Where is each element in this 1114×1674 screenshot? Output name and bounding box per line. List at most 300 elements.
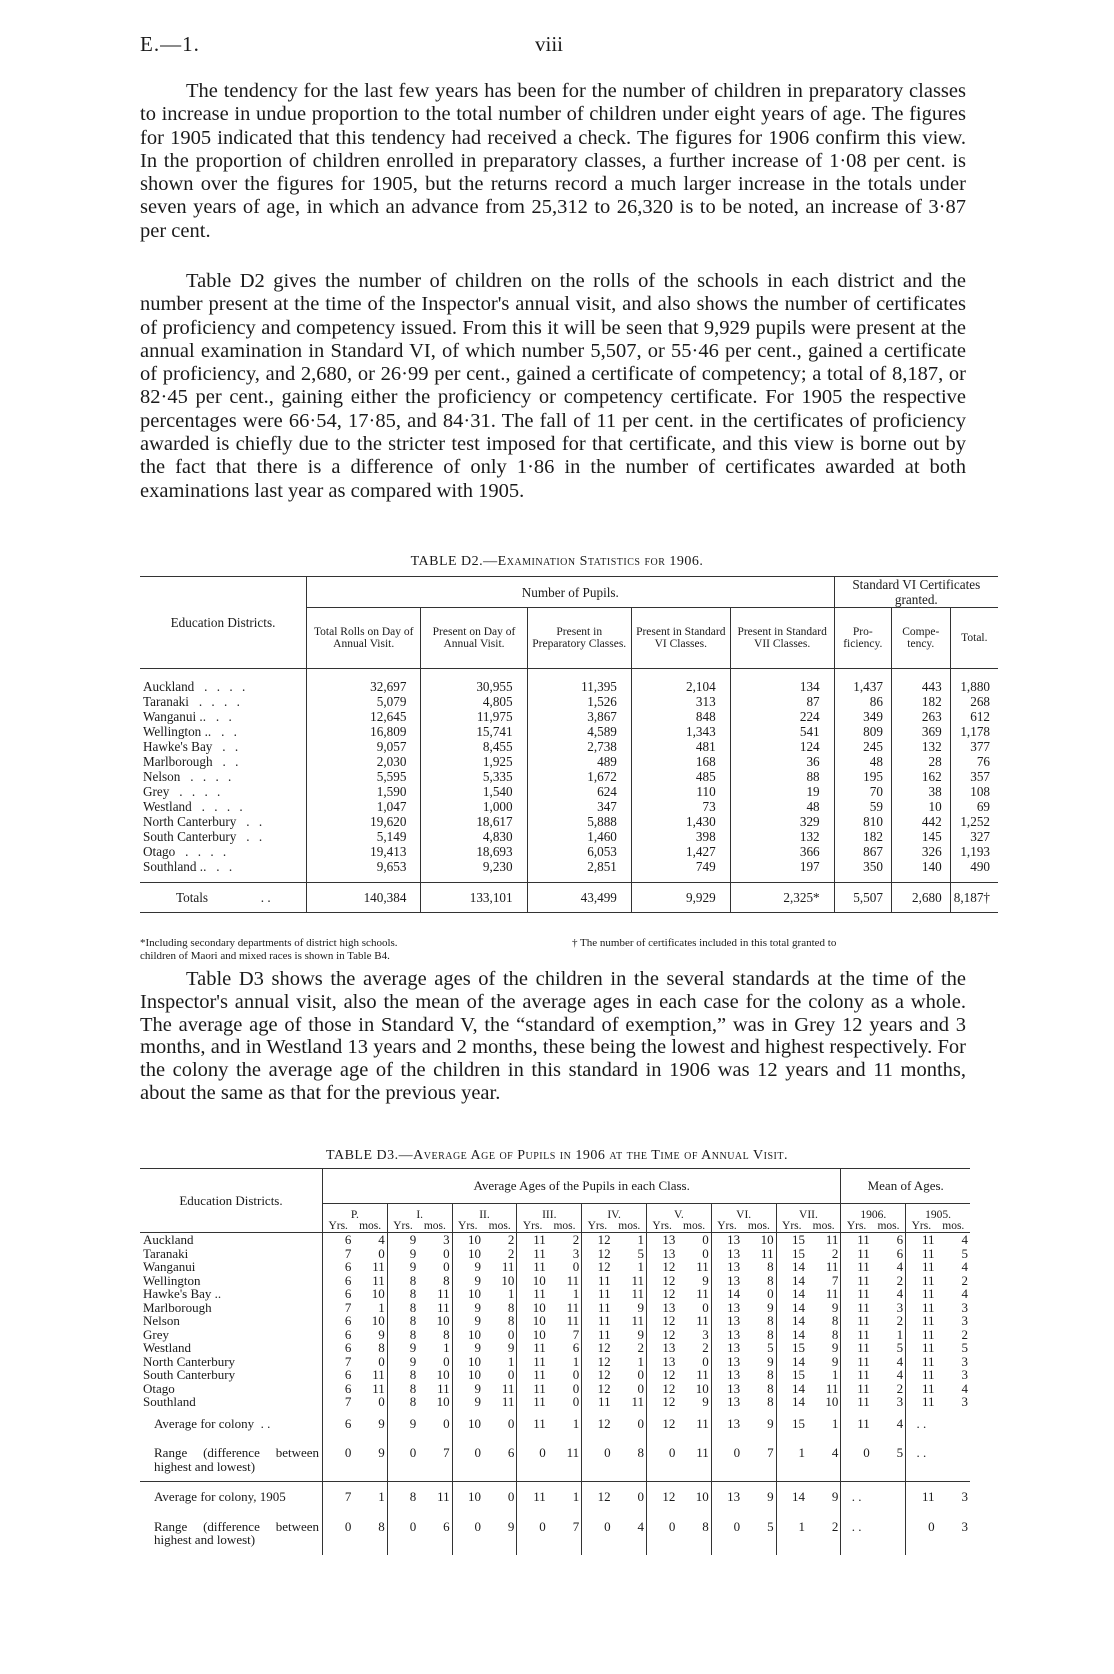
d3-cell: 10 — [452, 1328, 483, 1342]
d3-cell: 12 — [646, 1382, 677, 1396]
d3-cell: 8 — [387, 1368, 418, 1382]
d3-summary-cell: 13 — [711, 1409, 742, 1439]
d2-cell: 110 — [631, 784, 730, 799]
d3-cell: 4 — [896, 1367, 904, 1382]
d3-summary-text: Average for colony, 1905 — [154, 1489, 286, 1504]
d3-cell: 6 — [323, 1314, 354, 1328]
d2-cell: 15,741 — [421, 724, 527, 739]
d3-summary-cell: 3 — [961, 1518, 968, 1534]
d3-cell: 8 — [387, 1328, 418, 1342]
d3-cell: 11 — [566, 1299, 580, 1315]
d3-cell: 11 — [841, 1287, 872, 1301]
d3-summary-cell: 6 — [323, 1409, 354, 1439]
d2-cell: 1,460 — [527, 829, 631, 844]
d2-district-label: Otago — [143, 844, 176, 859]
d2-row-leader: . . — [246, 814, 266, 829]
d3-cell: 11 — [825, 1380, 839, 1396]
d2-cell: 357 — [950, 769, 998, 784]
d3-cell: 2 — [572, 1232, 580, 1247]
d3-cell: 10 — [825, 1394, 839, 1409]
paragraph-3: Table D3 shows the average ages of the children in the several standards at the time of the Inspector's annual visit, also the mean of the average ages in each case for the colony as a whole. The average age of those in Standard V, the “standard of exemption,” was in Grey 12 years and 3 months, and in Westland 13 years and 2 months, these being the lowest and highest respectively. For the colony the average age of the children in this standard in 1906 was 12 years and 11 months, about the same as that for the previous year. — [140, 968, 966, 1104]
d3-summary-cell: 4 — [896, 1415, 904, 1431]
d3-cell: 11 — [582, 1274, 613, 1288]
d2-district-label: Westland — [143, 799, 192, 814]
d3-cell: 15 — [776, 1247, 807, 1261]
d3-summary-cell: . . — [906, 1409, 937, 1439]
d3-summary-cell: 11 — [418, 1482, 452, 1512]
d3-district-name: Wanganui — [143, 1259, 196, 1274]
d3-cell: 10 — [436, 1367, 450, 1382]
d3-cell: 3 — [961, 1313, 968, 1328]
d2-total-cell: 2,680 — [891, 883, 950, 913]
d2-cell: 36 — [730, 754, 834, 769]
d3-summary-text: Range (difference between highest and lowest) — [154, 1445, 319, 1474]
d3-cell: 11 — [372, 1272, 385, 1288]
d3-summary-leader: . . — [260, 1415, 271, 1431]
d2-cell: 4,589 — [527, 724, 631, 739]
d3-cell: 11 — [631, 1286, 644, 1301]
d3-summary-cell: 0 — [517, 1438, 548, 1482]
d3-cell: 12 — [646, 1260, 677, 1274]
d3-cell: 13 — [711, 1260, 742, 1274]
d3-summary-cell: 8 — [637, 1445, 644, 1460]
d3-cell: 11 — [696, 1367, 709, 1382]
d3-cell: 5 — [767, 1340, 774, 1355]
d3-cell: 9 — [452, 1301, 483, 1315]
d3-summary-cell: 9 — [507, 1518, 515, 1534]
d3-cell: 14 — [776, 1260, 807, 1274]
d3-summary-cell: 7 — [443, 1445, 450, 1460]
d3-cell: 10 — [436, 1394, 450, 1409]
d2-row — [140, 784, 998, 799]
d2-cell: 366 — [730, 844, 834, 859]
d3-cell: 13 — [711, 1247, 742, 1261]
d2-cell: 1,343 — [631, 724, 730, 739]
group-mean-of-ages: Mean of Ages. — [841, 1169, 970, 1204]
d2-cell: 481 — [631, 739, 730, 754]
d3-months-unit: mos. — [812, 1220, 835, 1232]
d3-summary-cell: 0 — [711, 1438, 742, 1482]
d3-cell: 1 — [507, 1286, 515, 1301]
d3-row — [140, 1233, 970, 1247]
d2-cell: 145 — [891, 829, 950, 844]
d2-district-name — [140, 709, 307, 724]
d2-row-leader: . . — [222, 754, 242, 769]
d3-summary-cell: 10 — [452, 1409, 483, 1439]
d2-cell: 1,437 — [834, 679, 891, 694]
d3-cell: 4 — [961, 1232, 968, 1247]
d2-totals-text: Totals — [176, 890, 209, 905]
d3-summary-cell: 12 — [582, 1409, 613, 1439]
d3-summary-cell: 0 — [613, 1482, 647, 1512]
d3-cell: 2 — [637, 1340, 644, 1355]
d3-cell: 5 — [961, 1245, 968, 1261]
d3-summary-label — [140, 1438, 323, 1482]
d3-summary-cell: 11 — [517, 1409, 548, 1439]
d3-summary-cell: 0 — [841, 1438, 872, 1482]
d3-cell: 11 — [841, 1355, 872, 1369]
d3-class-header: 1905. — [906, 1204, 970, 1222]
d3-summary-cell: 11 — [517, 1482, 548, 1512]
d2-cell: 349 — [834, 709, 891, 724]
d2-cell: 108 — [950, 784, 998, 799]
d2-row-leader: . . — [221, 724, 240, 739]
d3-cell: 4 — [896, 1286, 904, 1301]
d3-months-unit: mos. — [747, 1220, 770, 1232]
d3-cell: 9 — [507, 1340, 515, 1355]
d3-summary-cell: 0 — [323, 1512, 354, 1555]
d3-cell: 11 — [582, 1395, 613, 1409]
d2-district-name — [140, 859, 307, 874]
d3-cell: 0 — [443, 1353, 450, 1369]
d3-class-header: IV. — [582, 1204, 647, 1222]
d3-row — [140, 1247, 970, 1261]
d3-cell: 15 — [776, 1341, 807, 1355]
d3-class-header: III. — [517, 1204, 582, 1222]
d3-cell: 11 — [372, 1259, 385, 1274]
d3-summary-cell: 0 — [507, 1415, 515, 1431]
d3-cell: 11 — [841, 1341, 872, 1355]
d2-district-name — [140, 754, 307, 769]
d2-cell: 1,000 — [421, 799, 527, 814]
d3-cell: 11 — [372, 1380, 385, 1396]
d3-cell: 11 — [906, 1341, 937, 1355]
d3-years-unit: Yrs. — [387, 1221, 418, 1233]
d3-cell: 13 — [711, 1233, 742, 1247]
d2-total-cell: 140,384 — [307, 883, 421, 913]
d3-summary-cell: 0 — [452, 1512, 483, 1555]
d3-cell: 13 — [646, 1301, 677, 1315]
d3-cell: 12 — [582, 1247, 613, 1261]
d3-cell: 13 — [711, 1341, 742, 1355]
d3-cell: 14 — [711, 1287, 742, 1301]
d3-cell: 4 — [961, 1380, 968, 1396]
d3-class-header: II. — [452, 1204, 517, 1222]
d2-cell: 1,925 — [421, 754, 527, 769]
d3-cell: 8 — [443, 1326, 450, 1342]
d3-summary-cell: 11 — [566, 1445, 580, 1460]
table-d3-caption-title: Average Age of Pupils in 1906 at the Time of Annual Visit. — [413, 1148, 788, 1163]
d2-col-header: Present on Day of Annual Visit. — [421, 608, 527, 669]
d3-cell: 11 — [841, 1382, 872, 1396]
d2-cell: 1,252 — [950, 814, 998, 829]
d3-cell: 12 — [582, 1355, 613, 1369]
d3-cell: 11 — [696, 1313, 709, 1328]
d3-cell: 6 — [323, 1260, 354, 1274]
d2-cell: 1,193 — [950, 844, 998, 859]
d3-cell: 5 — [896, 1340, 904, 1355]
d3-cell: 9 — [831, 1353, 839, 1369]
d2-district-name — [140, 739, 307, 754]
d2-cell: 16,809 — [307, 724, 421, 739]
d2-cell: 11,975 — [421, 709, 527, 724]
d2-cell: 134 — [730, 679, 834, 694]
d2-cell: 18,693 — [421, 844, 527, 859]
d3-row — [140, 1355, 970, 1369]
d3-summary-cell: 11 — [906, 1482, 937, 1512]
d3-summary-cell: 2 — [831, 1518, 839, 1534]
d2-district-name — [140, 799, 307, 814]
d2-col-header: Pro- ficiency. — [834, 608, 891, 669]
d3-cell: 11 — [582, 1301, 613, 1315]
d2-cell: 1,590 — [307, 784, 421, 799]
d3-summary-cell — [872, 1512, 906, 1555]
d3-cell: 9 — [387, 1233, 418, 1247]
d3-summary-label — [140, 1409, 323, 1439]
d3-cell: 4 — [896, 1353, 904, 1369]
d2-cell: 541 — [730, 724, 834, 739]
d2-col-header: Present in Preparatory Classes. — [527, 608, 631, 669]
d3-cell: 10 — [695, 1380, 709, 1396]
d3-summary-cell: 0 — [387, 1512, 418, 1555]
d3-summary-cell: 14 — [776, 1482, 807, 1512]
d3-cell: 8 — [831, 1313, 839, 1328]
d3-cell: 0 — [637, 1380, 644, 1396]
d2-row — [140, 829, 998, 844]
d3-cell: 8 — [767, 1367, 774, 1382]
d3-cell: 12 — [646, 1395, 677, 1409]
d3-cell: 12 — [582, 1368, 613, 1382]
d2-district-label: South Canterbury — [143, 829, 237, 844]
d3-cell: 11 — [631, 1272, 644, 1288]
d3-cell: 11 — [696, 1286, 709, 1301]
d3-cell: 11 — [582, 1287, 613, 1301]
d2-district-name — [140, 724, 307, 739]
d3-cell: 7 — [323, 1355, 354, 1369]
d3-cell: 15 — [776, 1233, 807, 1247]
d3-cell: 0 — [702, 1245, 709, 1261]
d3-cell: 9 — [452, 1341, 483, 1355]
d3-cell: 11 — [906, 1274, 937, 1288]
table-d2-caption-prefix: TABLE D2.— — [410, 554, 498, 569]
d2-cell: 224 — [730, 709, 834, 724]
d3-cell: 0 — [702, 1299, 709, 1315]
d3-cell: 13 — [711, 1314, 742, 1328]
d3-summary-cell: 0 — [582, 1512, 613, 1555]
d3-years-unit: Yrs. — [646, 1221, 677, 1233]
d2-cell: 326 — [891, 844, 950, 859]
d2-cell: 8,455 — [421, 739, 527, 754]
d3-cell: 6 — [323, 1274, 354, 1288]
d3-cell: 12 — [646, 1287, 677, 1301]
page-number: viii — [535, 32, 564, 56]
group-average-ages: Average Ages of the Pupils in each Class. — [323, 1169, 841, 1204]
d3-summary-cell: 0 — [452, 1438, 483, 1482]
d3-cell: 12 — [646, 1328, 677, 1342]
d2-cell: 749 — [631, 859, 730, 874]
d2-cell: 489 — [527, 754, 631, 769]
d3-summary-cell: 0 — [646, 1512, 677, 1555]
d3-summary-cell — [937, 1409, 970, 1439]
d3-cell: 9 — [831, 1299, 839, 1315]
d3-district-name: Otago — [143, 1380, 175, 1396]
d2-cell: 848 — [631, 709, 730, 724]
d2-total-cell: 133,101 — [421, 883, 527, 913]
d3-cell: 10 — [371, 1286, 385, 1301]
d3-summary-cell: 0 — [711, 1512, 742, 1555]
d2-col-header: Present in Standard VII Classes. — [730, 608, 834, 669]
d2-cell: 867 — [834, 844, 891, 859]
d3-summary-cell — [937, 1438, 970, 1482]
d3-cell: 11 — [501, 1380, 515, 1396]
d3-cell: 9 — [452, 1395, 483, 1409]
d3-row — [140, 1395, 970, 1409]
d3-cell: 3 — [961, 1394, 968, 1409]
d3-summary-cell: 0 — [387, 1438, 418, 1482]
d2-cell: 369 — [891, 724, 950, 739]
d3-cell: 7 — [323, 1395, 354, 1409]
d3-cell: 9 — [767, 1299, 774, 1315]
d3-cell: 11 — [906, 1287, 937, 1301]
d2-cell: 73 — [631, 799, 730, 814]
d3-cell: 1 — [831, 1367, 839, 1382]
d3-cell: 11 — [517, 1395, 548, 1409]
d3-district-name: Marlborough — [143, 1299, 212, 1315]
d3-cell: 4 — [378, 1232, 385, 1247]
d3-cell: 1 — [443, 1340, 450, 1355]
d3-cell: 9 — [452, 1382, 483, 1396]
d3-cell: 13 — [711, 1274, 742, 1288]
d3-cell: 11 — [517, 1233, 548, 1247]
d3-cell: 1 — [896, 1326, 904, 1342]
d3-cell: 8 — [387, 1301, 418, 1315]
d3-cell: 13 — [711, 1301, 742, 1315]
d3-cell: 10 — [452, 1247, 483, 1261]
d3-summary-text: Range (difference between highest and lowest) — [154, 1518, 319, 1547]
d3-years-unit: Yrs. — [517, 1221, 548, 1233]
d3-cell: 11 — [906, 1301, 937, 1315]
d3-cell: 11 — [501, 1394, 515, 1409]
d3-cell: 0 — [507, 1326, 515, 1342]
d3-summary-cell: 0 — [517, 1512, 548, 1555]
d3-cell: 12 — [582, 1260, 613, 1274]
d3-summary-cell: 9 — [378, 1445, 385, 1460]
d3-cell: 9 — [387, 1355, 418, 1369]
d3-months-unit: mos. — [553, 1220, 576, 1232]
d3-cell: 12 — [582, 1382, 613, 1396]
d3-cell: 3 — [896, 1394, 904, 1409]
d3-summary-cell: 1 — [353, 1482, 387, 1512]
d3-cell: 7 — [323, 1247, 354, 1261]
d3-row — [140, 1314, 970, 1328]
d2-cell: 810 — [834, 814, 891, 829]
d2-col-header: Total Rolls on Day of Annual Visit. — [307, 608, 421, 669]
d3-cell: 2 — [896, 1272, 904, 1288]
d3-cell: 2 — [961, 1326, 968, 1342]
d2-row — [140, 859, 998, 874]
d2-cell: 5,079 — [307, 694, 421, 709]
col-education-districts-d3: Education Districts. — [140, 1169, 323, 1233]
d2-cell: 87 — [730, 694, 834, 709]
d3-summary-cell: 15 — [776, 1409, 807, 1439]
d3-cell: 0 — [507, 1367, 515, 1382]
d3-class-header: V. — [646, 1204, 711, 1222]
d2-cell: 76 — [950, 754, 998, 769]
d2-cell: 377 — [950, 739, 998, 754]
d3-cell: 9 — [378, 1326, 385, 1342]
table-d2 — [140, 576, 998, 913]
d3-cell: 8 — [387, 1274, 418, 1288]
d2-cell: 612 — [950, 709, 998, 724]
d3-cell: 6 — [323, 1328, 354, 1342]
d3-summary-cell: 0 — [323, 1438, 354, 1482]
d2-row-leader: . . . . — [204, 679, 249, 694]
d3-cell: 11 — [631, 1313, 644, 1328]
d3-summary-cell: 0 — [646, 1438, 677, 1482]
d2-cell: 398 — [631, 829, 730, 844]
d2-cell: 132 — [891, 739, 950, 754]
table-d3-caption — [0, 1148, 1114, 1164]
d3-cell: 8 — [387, 1314, 418, 1328]
d2-cell: 485 — [631, 769, 730, 784]
d3-cell: 3 — [961, 1367, 968, 1382]
d3-cell: 5 — [637, 1245, 644, 1261]
d3-cell: 2 — [896, 1313, 904, 1328]
d2-cell: 28 — [891, 754, 950, 769]
d3-cell: 11 — [517, 1260, 548, 1274]
d3-cell: 8 — [378, 1340, 385, 1355]
d3-summary-cell: 8 — [387, 1482, 418, 1512]
d3-summary-cell — [872, 1482, 906, 1512]
d2-cell: 59 — [834, 799, 891, 814]
d3-cell: 8 — [831, 1326, 839, 1342]
d3-summary-cell: 1 — [831, 1415, 839, 1431]
d3-cell: 11 — [517, 1247, 548, 1261]
d2-district-label: North Canterbury — [143, 814, 237, 829]
d3-class-header: VI. — [711, 1204, 776, 1222]
d3-row — [140, 1274, 970, 1288]
d2-cell: 5,335 — [421, 769, 527, 784]
d2-cell: 1,672 — [527, 769, 631, 784]
d2-cell: 12,645 — [307, 709, 421, 724]
d3-cell: 11 — [906, 1395, 937, 1409]
d3-summary-cell: 10 — [452, 1482, 483, 1512]
d3-cell: 11 — [906, 1314, 937, 1328]
d2-district-label: Southland .. — [143, 859, 207, 874]
d3-cell: 11 — [582, 1314, 613, 1328]
d3-cell: 11 — [501, 1259, 515, 1274]
d3-cell: 2 — [896, 1380, 904, 1396]
d3-cell: 11 — [517, 1287, 548, 1301]
d3-summary-cell: 9 — [378, 1415, 385, 1431]
d3-cell: 13 — [646, 1247, 677, 1261]
d3-cell: 0 — [378, 1245, 385, 1261]
d2-cell: 195 — [834, 769, 891, 784]
d3-district-name: South Canterbury — [143, 1367, 236, 1382]
d2-cell: 4,830 — [421, 829, 527, 844]
d3-cell: 10 — [452, 1287, 483, 1301]
d3-summary-cell: 12 — [646, 1409, 677, 1439]
d3-cell: 0 — [378, 1394, 385, 1409]
d3-cell: 13 — [711, 1368, 742, 1382]
d3-cell: 10 — [436, 1313, 450, 1328]
d3-months-unit: mos. — [488, 1220, 511, 1232]
d3-cell: 11 — [517, 1355, 548, 1369]
d3-cell: 11 — [517, 1368, 548, 1382]
d3-cell: 14 — [776, 1301, 807, 1315]
d2-cell: 245 — [834, 739, 891, 754]
d3-summary-cell: 8 — [378, 1518, 385, 1534]
d3-cell: 6 — [896, 1245, 904, 1261]
d2-row-leader: . . . . — [179, 784, 224, 799]
d3-cell: 10 — [452, 1355, 483, 1369]
d3-summary-cell: . . — [841, 1482, 872, 1512]
d3-cell: 13 — [646, 1341, 677, 1355]
d2-row — [140, 844, 998, 859]
d3-cell: 11 — [906, 1368, 937, 1382]
d3-cell: 4 — [896, 1259, 904, 1274]
d3-cell: 11 — [372, 1367, 385, 1382]
